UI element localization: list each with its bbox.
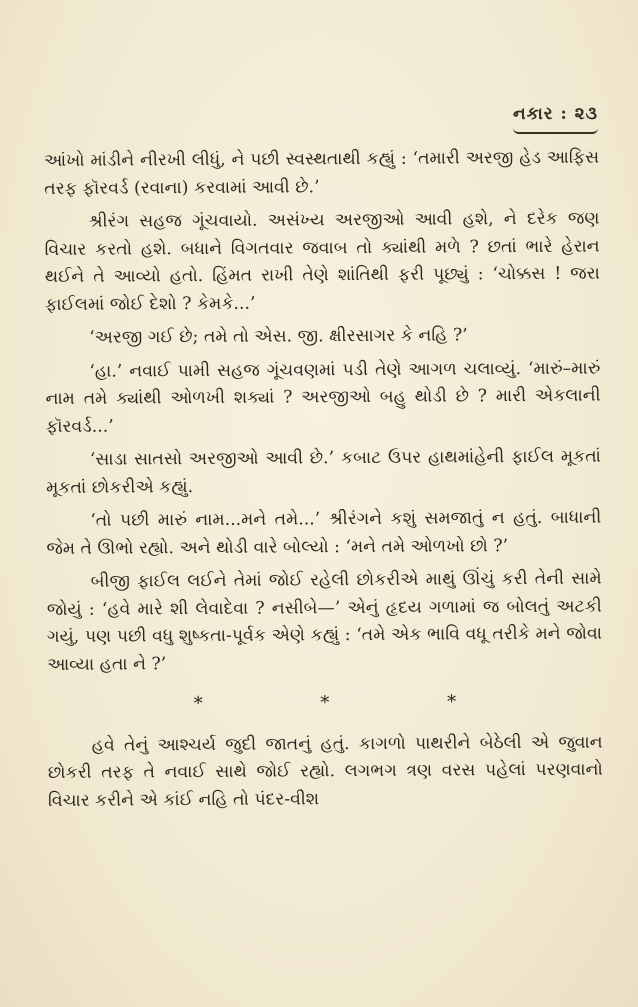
paragraph-4: ‘હા.’ નવાઈ પામી સહજ ગૂંચવણમાં પડી તેણે આગળ ચલાવ્યું. ‘મારું–મારું નામ તમે ક્યાંથી ઓળખી શક્યાં ? અરજીઓ બહુ થોડી છે ? મારી એકલાની ફૉરવર્ડ...’ — [45, 358, 601, 437]
separator-star: * — [446, 691, 457, 713]
separator-star: * — [320, 692, 330, 714]
page-header-title: નકાર : ૨૩ — [512, 104, 598, 124]
paragraph-1: આંખો માંડીને નીરખી લીધું, ને પછી સ્વસ્થતાથી કહ્યું : ‘તમારી અરજી હેડ આફિસ તરફ ફૉરવર્ડ (રવાના) કરવામાં આવી છે.’ — [44, 147, 600, 199]
section-separator — [135, 688, 515, 718]
paragraph-3: ‘અરજી ગઈ છે; તમે તો એસ. જી. ક્ષીરસાગર કે નહિ ?’ — [89, 325, 468, 348]
paragraph-7: બીજી ફાઈલ લઈને તેમાં જોઈ રહેલી છોકરીએ માથું ઊંચું કરી તેની સામે જોયું : ‘હવે મારે શી લેવાદેવા ? નસીબે—’ એનું હૃદય ગળામાં જ બોલતું અટકી ગયું, પણ પછી વધુ શુષ્કતા-પૂર્વક એણે કહ્યું : ‘તમે એક ભાવિ વધૂ તરીકે મને જોવા આવ્યા હતા ને ?’ — [46, 568, 603, 675]
paragraph-5: ‘સાડા સાતસો અરજીઓ આવી છે.’ કબાટ ઉપર હાથમાંહેની ફાઈલ મૂકતાં મૂકતાં છોકરીએ કહ્યું. — [46, 446, 601, 498]
paragraph-6: ‘તો પછી મારું નામ...મને તમે...’ શ્રીરંગને કશું સમજાતું ન હતું. બાધાની જેમ તે ઊભો રહ્યો. અને થોડી વારે બોલ્યો : ‘મને તમે ઓળખો છો ?’ — [46, 507, 602, 559]
page-header — [513, 104, 598, 134]
body-text — [44, 145, 603, 821]
paragraph-2: શ્રીરંગ સહજ ગૂંચવાયો. અસંખ્ય અરજીઓ આવી હશે, ને દરેક જણ વિચાર કરતો હશે. બધાને વિગતવાર જવાબ તો ક્યાંથી મળે ? છતાં ભારે હેરાન થઈને તે આવ્યો હતો. હિંમત રાખી તેણે શાંતિથી ફરી પૂછ્યું : ‘ચોક્કસ ! જરા ફાઈલમાં જોઈ દેશો ? કેમકે...’ — [44, 208, 600, 315]
paragraph-final: હવે તેનું આશ્ચર્ય જુદી જાતનું હતું. કાગળો પાથરીને બેઠેલી એ જુવાન છોકરી તરફ તે નવાઈ સાથે જોઈ રહ્યો. લગભગ ત્રણ વરસ પહેલાં પરણવાનો વિચાર કરીને એ કાંઈ નહિ તો પંદર-વીશ — [47, 732, 603, 811]
header-underline — [513, 126, 598, 134]
separator-star: * — [193, 693, 203, 715]
